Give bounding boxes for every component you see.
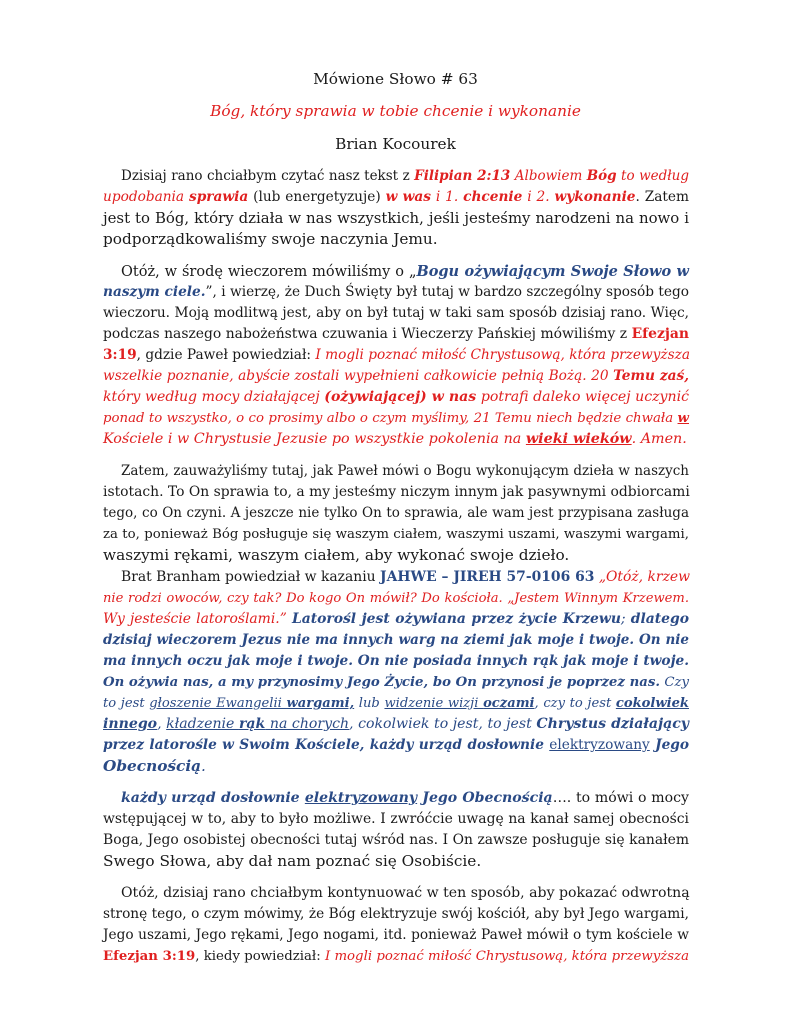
p6-line: Otóż, dzisiaj rano chciałbym kontynuować w ten sposób, aby pokazać odwrotną: [121, 885, 690, 901]
p5-line: każdy urząd dosłownie elektryzowany Jego Obecnością…. to mówi o mocy: [121, 790, 689, 806]
p1-line: upodobania sprawia (lub energetyzuje) w was i 1. chcenie i 2. wykonanie. Zatem: [103, 189, 689, 205]
p2-line: wieczoru. Moją modlitwą jest, aby on był tutaj w taki sam sposób dzisiaj rano. Więc,: [103, 305, 689, 321]
p4-line: On ożywia nas, a my przynosimy Jego Życie, bo On przynosi je poprzez nas. Czy: [103, 675, 690, 690]
p2-line: Otóż, w środę wieczorem mówiliśmy o „Bogu ożywiającym Swoje Słowo w: [121, 263, 689, 280]
p4-line: ma innych oczu jak moje i twoje. On nie posiada innych rąk jak moje i twoje.: [103, 653, 689, 669]
p2-line: wszelkie poznanie, abyście zostali wypełnieni całkowicie pełnią Bożą. 20 Temu zaś,: [103, 368, 689, 384]
p6-line: stronę tego, o czym mówimy, że Bóg elektryzuje swój kościół, aby był Jego wargami,: [103, 906, 689, 922]
p4-line: innego, kładzenie rąk na chorych, cokolwiek to jest, to jest Chrystus działający: [103, 716, 689, 732]
document-author: Brian Kocourek: [335, 135, 456, 153]
p3-line: tego, co On czyni. A jeszcze nie tylko On to sprawia, ale wam jest przypisana zasługa: [103, 505, 689, 521]
p1-line: jest to Bóg, który działa w nas wszystkich, jeśli jesteśmy narodzeni na nowo i: [103, 209, 689, 227]
p3-line: za to, ponieważ Bóg posługuje się waszym ciałem, waszymi uszami, waszymi wargami,: [103, 527, 689, 542]
p1-line: Dzisiaj rano chciałbym czytać nasz tekst z Filipian 2:13 Albowiem Bóg to według: [121, 168, 689, 184]
document-title: Mówione Słowo # 63: [313, 70, 478, 88]
document-subtitle: Bóg, który sprawia w tobie chcenie i wykonanie: [210, 102, 581, 120]
p4-line: Obecnością.: [103, 757, 206, 775]
p4-line: to jest głoszenie Ewangelii wargami, lub widzenie wizji oczami, czy to jest cokolwiek: [103, 696, 689, 711]
p5-line: wstępującej w to, aby to było możliwe. I zwróćcie uwagę na kanał samej obecności: [103, 811, 689, 827]
p4-line: przez latorośle w Swoim Kościele, każdy urząd dosłownie elektryzowany Jego: [103, 737, 689, 753]
p2-line: ponad to wszystko, o co prosimy albo o czym myślimy, 21 Temu niech będzie chwała w: [103, 411, 689, 426]
p6-line: Jego uszami, Jego rękami, Jego nogami, itd. ponieważ Paweł mówił o tym kościele w: [103, 927, 689, 943]
p5-line: Boga, Jego osobistej obecności tutaj wśród nas. I On zawsze posługuje się kanałem: [103, 832, 689, 848]
p2-line: podczas naszego nabożeństwa czuwania i Wieczerzy Pańskiej mówiliśmy z Efezjan: [103, 326, 689, 342]
p4-line: nie rodzi owoców, czy tak? Do kogo On mówił? Do kościoła. „Jestem Winnym Krzewem.: [103, 591, 689, 606]
p2-line: naszym ciele.”, i wierzę, że Duch Święty był tutaj w bardzo szczególny sposób tego: [103, 284, 689, 300]
p3-line: waszymi rękami, waszym ciałem, aby wykonać swoje dzieło.: [103, 546, 570, 564]
p3-line: Zatem, zauważyliśmy tutaj, jak Paweł mówi o Bogu wykonującym dzieła w naszych: [121, 463, 689, 479]
p3-line: istotach. To On sprawia to, a my jesteśmy niczym innym jak pasywnymi odbiorcami: [103, 484, 690, 500]
p5-line: Swego Słowa, aby dał nam poznać się Osobiście.: [103, 852, 482, 870]
p1-line: podporządkowaliśmy swoje naczynia Jemu.: [103, 230, 438, 248]
p2-line: Kościele i w Chrystusie Jezusie po wszystkie pokolenia na wieki wieków. Amen.: [103, 431, 687, 447]
p4-line: Wy jesteście latoroślami.” Latorośl jest ożywiana przez życie Krzewu; dlatego: [103, 611, 689, 627]
p4-line: dzisiaj wieczorem Jezus nie ma innych warg na ziemi jak moje i twoje. On nie: [103, 632, 689, 648]
p2-line: 3:19, gdzie Paweł powiedział: I mogli poznać miłość Chrystusową, która przewyższa: [103, 347, 690, 363]
p4-line: Brat Branham powiedział w kazaniu JAHWE – JIREH 57-0106 63 „Otóż, krzew: [121, 569, 691, 585]
p6-line: Efezjan 3:19, kiedy powiedział: I mogli poznać miłość Chrystusową, która przewyższa: [103, 949, 689, 964]
p2-line: który według mocy działającej (ożywiającej) w nas potrafi daleko więcej uczynić: [103, 389, 689, 405]
